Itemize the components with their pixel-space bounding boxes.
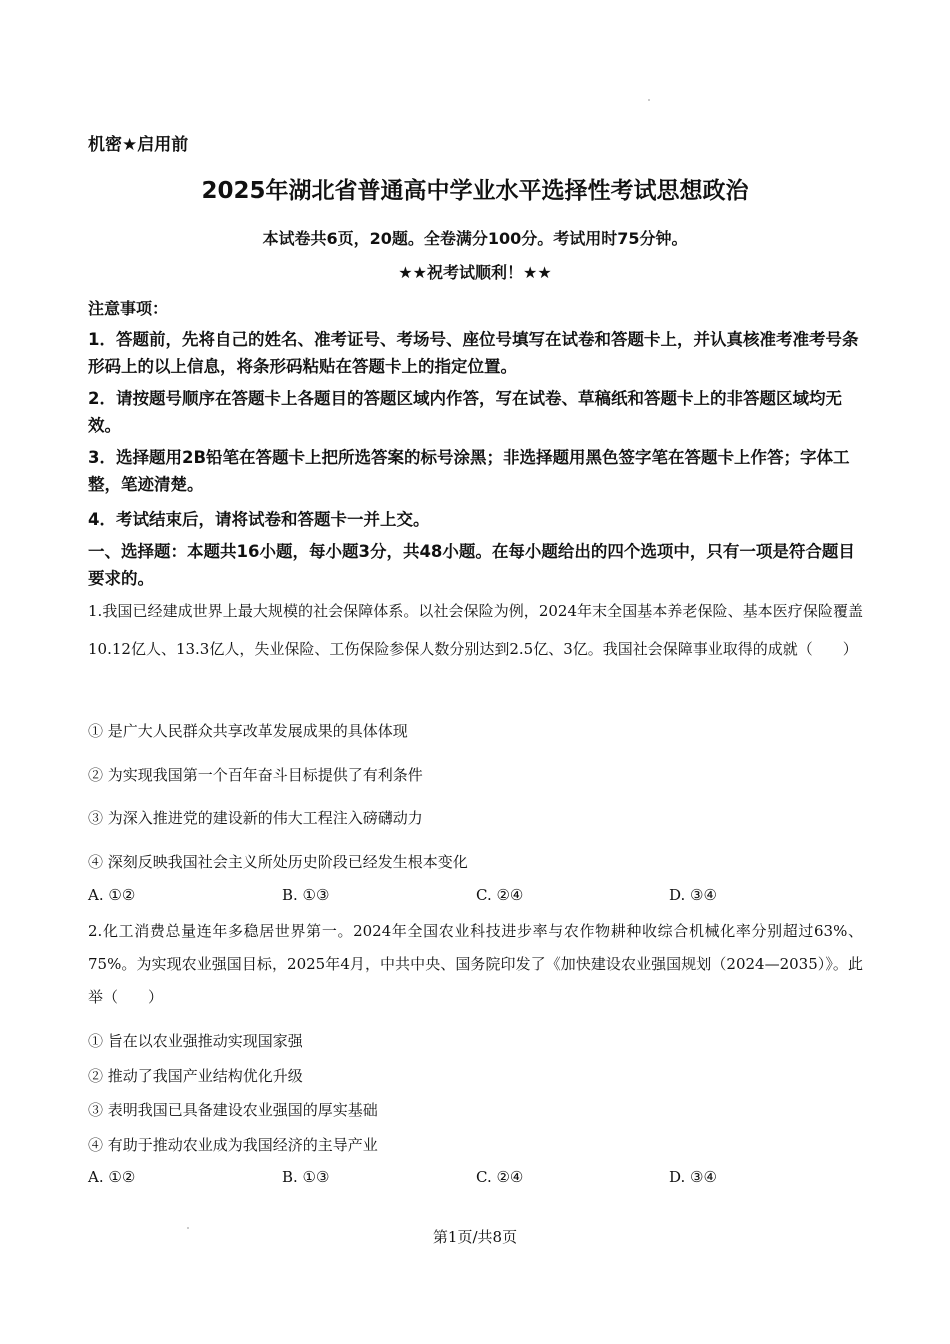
question-stem: 2.化工消费总量连年多稳居世界第一。2024年全国农业科技进步率与农作物耕种收综合机械化率分别超过63%、75%。为实现农业强国目标，2025年4月，中共中央、国务院印发了《加快建设农业强国规划（2024—2035）》。此举（ ） (88, 922, 863, 1006)
notice-item: 2．请按题号顺序在答题卡上各题目的答题区域内作答，写在试卷、草稿纸和答题卡上的非答题区域均无效。 (88, 389, 842, 435)
answer-choice-b: B. ①③ (282, 1168, 330, 1186)
scan-speck (648, 99, 650, 101)
question-option: ④ 深刻反映我国社会主义所处历史阶段已经发生根本变化 (88, 853, 468, 871)
exam-title: 2025年湖北省普通高中学业水平选择性考试思想政治 (201, 178, 749, 204)
notice-heading: 注意事项： (88, 299, 169, 318)
answer-choice-d: D. ③④ (669, 1168, 717, 1186)
notice-item: 1．答题前，先将自己的姓名、准考证号、考场号、座位号填写在试卷和答题卡上，并认真核准考准考号条形码上的以上信息，将条形码粘贴在答题卡上的指定位置。 (88, 330, 859, 376)
page-number: 第1页/共8页 (432, 1228, 518, 1246)
question-option: ② 推动了我国产业结构优化升级 (88, 1067, 303, 1085)
question-stem: 1.我国已经建成世界上最大规模的社会保障体系。以社会保险为例，2024年末全国基本养老保险、基本医疗保险覆盖10.12亿人、13.3亿人，失业保险、工伤保险参保人数分别达到2.5亿、3亿。我国社会保障事业取得的成就（ ） (88, 602, 863, 658)
answer-choice-d: D. ③④ (669, 886, 717, 904)
answer-choice-a: A. ①② (88, 886, 136, 904)
answer-choice-c: C. ②④ (476, 1168, 524, 1186)
question-option: ② 为实现我国第一个百年奋斗目标提供了有利条件 (88, 766, 423, 784)
answer-choice-c: C. ②④ (476, 886, 524, 904)
question-option: ③ 为深入推进党的建设新的伟大工程注入磅礴动力 (88, 809, 423, 827)
exam-info: 本试卷共6页，20题。全卷满分100分。考试用时75分钟。 (262, 229, 688, 248)
question-option: ① 是广大人民群众共享改革发展成果的具体体现 (88, 722, 408, 740)
answer-choice-a: A. ①② (88, 1168, 136, 1186)
notice-item: 4．考试结束后，请将试卷和答题卡一并上交。 (88, 510, 430, 529)
question-option: ③ 表明我国已具备建设农业强国的厚实基础 (88, 1101, 378, 1119)
section-heading: 一、选择题：本题共16小题，每小题3分，共48小题。在每小题给出的四个选项中，只有一项是符合题目要求的。 (88, 542, 855, 588)
answer-choice-b: B. ①③ (282, 886, 330, 904)
notice-item: 3．选择题用2B铅笔在答题卡上把所选答案的标号涂黑；非选择题用黑色签字笔在答题卡上作答；字体工整，笔迹清楚。 (88, 448, 850, 494)
confidential-label: 机密★启用前 (88, 135, 189, 155)
question-option: ① 旨在以农业强推动实现国家强 (88, 1032, 303, 1050)
question-option: ④ 有助于推动农业成为我国经济的主导产业 (88, 1136, 378, 1154)
exam-wish: ★★祝考试顺利！★★ (398, 263, 552, 282)
